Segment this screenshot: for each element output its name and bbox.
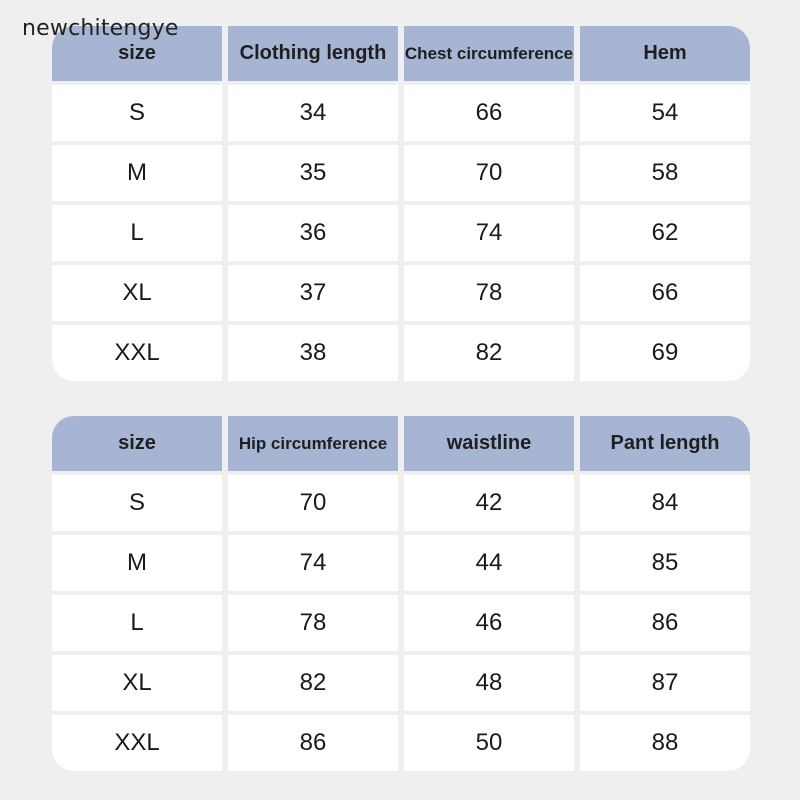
table-cell: 48 (404, 655, 574, 711)
table-cell: M (52, 145, 222, 201)
table-cell: 85 (580, 535, 750, 591)
table-cell: 84 (580, 475, 750, 531)
top-size-table (52, 26, 752, 381)
table-cell: 66 (404, 85, 574, 141)
table-cell: 70 (228, 475, 398, 531)
table-cell: S (52, 85, 222, 141)
table-cell: 74 (228, 535, 398, 591)
table-cell: XL (52, 655, 222, 711)
table-cell: 82 (404, 325, 574, 381)
bottom-size-table (52, 416, 752, 771)
table-cell: 69 (580, 325, 750, 381)
header-size: size (52, 416, 222, 471)
table-cell: 34 (228, 85, 398, 141)
table-cell: XXL (52, 325, 222, 381)
table-cell: 70 (404, 145, 574, 201)
header-chest-circumference: Chest circumference (404, 26, 574, 81)
table-cell: 82 (228, 655, 398, 711)
table-cell: 54 (580, 85, 750, 141)
table-cell: M (52, 535, 222, 591)
table-cell: 78 (404, 265, 574, 321)
table-cell: 38 (228, 325, 398, 381)
header-pant-length: Pant length (580, 416, 750, 471)
table-cell: XXL (52, 715, 222, 771)
table-cell: 86 (580, 595, 750, 651)
table-cell: S (52, 475, 222, 531)
watermark-text: newchitengye (22, 16, 179, 41)
table-cell: 74 (404, 205, 574, 261)
table-cell: 66 (580, 265, 750, 321)
header-clothing-length: Clothing length (228, 26, 398, 81)
table-cell: 87 (580, 655, 750, 711)
table-cell: 46 (404, 595, 574, 651)
table-cell: 42 (404, 475, 574, 531)
table-cell: 78 (228, 595, 398, 651)
header-hip-circumference: Hip circumference (228, 416, 398, 471)
table-cell: 35 (228, 145, 398, 201)
table-cell: 36 (228, 205, 398, 261)
table-cell: L (52, 205, 222, 261)
table-cell: 86 (228, 715, 398, 771)
table-cell: 88 (580, 715, 750, 771)
table-cell: 62 (580, 205, 750, 261)
table-cell: XL (52, 265, 222, 321)
table-cell: 58 (580, 145, 750, 201)
header-size: size (52, 26, 222, 81)
header-hem: Hem (580, 26, 750, 81)
table-cell: 44 (404, 535, 574, 591)
header-waistline: waistline (404, 416, 574, 471)
table-cell: 37 (228, 265, 398, 321)
table-cell: 50 (404, 715, 574, 771)
table-cell: L (52, 595, 222, 651)
